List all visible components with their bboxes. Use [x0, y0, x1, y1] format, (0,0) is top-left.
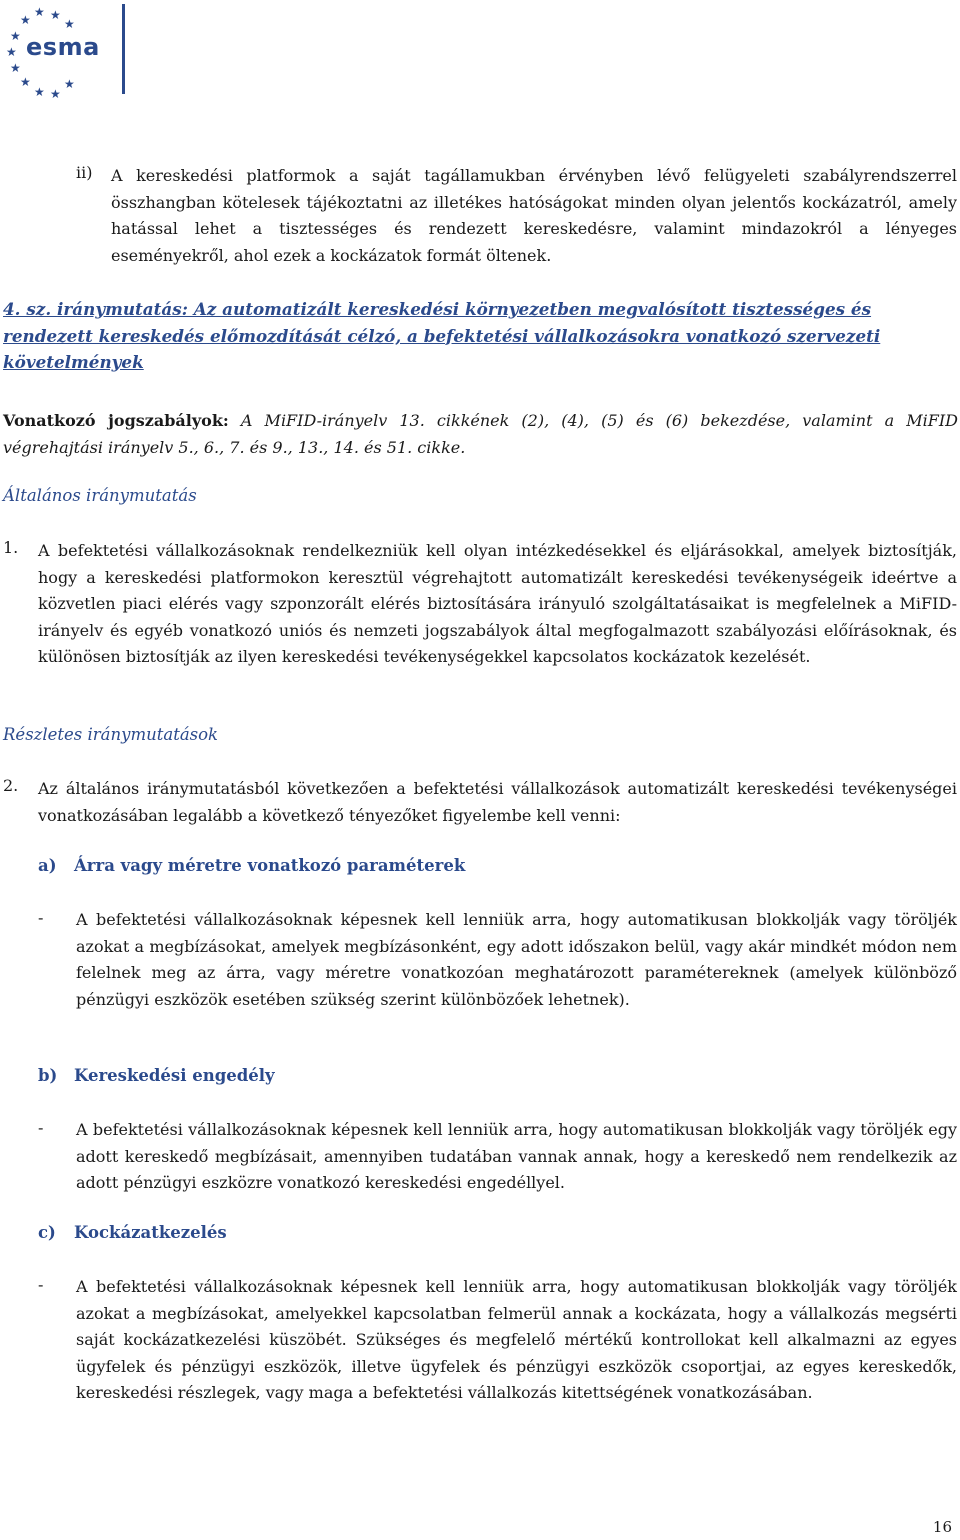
star-icon: ★ — [64, 17, 75, 31]
star-icon: ★ — [64, 77, 75, 91]
paragraph-ii: A kereskedési platformok a saját tagállamukban érvényben lévő felügyeleti szabályrendszerrel összhangban kötelesek tájékoztatni az illetékes hatóságokat minden olyan jelentős kockázatról, amely hatással lehet a tisztességes és rendezett kereskedésre, valamint mindazokról a lényeges eseményekről, ahol ezek a kockázatok formát öltenek. — [111, 166, 957, 265]
paragraph-marker: 1. — [3, 538, 19, 557]
section-a-heading — [38, 856, 465, 875]
section-title: Kereskedési engedély — [74, 1066, 275, 1085]
logo-divider — [122, 4, 125, 94]
star-icon: ★ — [50, 8, 61, 22]
esma-logo — [0, 0, 140, 100]
star-icon: ★ — [50, 87, 61, 101]
section-label: c) — [38, 1223, 56, 1242]
relevant-label: Vonatkozó jogszabályok: — [3, 411, 229, 430]
section-title: Árra vagy méretre vonatkozó paraméterek — [74, 856, 466, 875]
bullet-dash: - — [38, 1118, 44, 1137]
bullet-dash: - — [38, 1275, 44, 1294]
relevant-text: A MiFID-irányelv 13. cikkének (2), (4), (5) és (6) bekezdése, valamint a MiFID végrehajtási irányelv 5., 6., 7. és 9., 13., 14. és 51. cikke. — [3, 411, 958, 457]
section-c-heading — [38, 1223, 227, 1242]
star-icon: ★ — [20, 13, 31, 27]
star-icon: ★ — [10, 61, 21, 75]
star-icon: ★ — [34, 85, 45, 99]
page-number: 16 — [932, 1518, 952, 1536]
star-icon: ★ — [6, 45, 17, 59]
detailed-guidance-heading: Részletes iránymutatások — [3, 725, 219, 744]
section-b-text: A befektetési vállalkozásoknak képesnek kell lenniük arra, hogy automatikusan blokkolják vagy töröljék egy adott kereskedő megbízásait, amennyiben tudatában vannak annak, hogy a kereskedő nem rendelkezik az adott pénzügyi eszközre vonatkozó kereskedési engedéllyel. — [76, 1120, 957, 1192]
paragraph-marker: 2. — [3, 776, 19, 795]
section-title: Kockázatkezelés — [74, 1223, 227, 1242]
star-icon: ★ — [20, 75, 31, 89]
section-a-text: A befektetési vállalkozásoknak képesnek kell lenniük arra, hogy automatikusan blokkolják vagy töröljék azokat a megbízásokat, amelyek megbízásonként, egy adott időszakon belül, vagy akár mindkét módon nem felelnek meg az árra, vagy méretre vonatkozóan meghatározott paramétereknek (amelyek különböző pénzügyi eszközök esetében szükség szerint különbözőek lehetnek). — [76, 910, 957, 1009]
relevant-legislation — [3, 407, 958, 461]
paragraph-1: A befektetési vállalkozásoknak rendelkezniük kell olyan intézkedésekkel és eljárásokkal, amelyek biztosítják, hogy a kereskedési platformokon keresztül végrehajtott automatizált kereskedési tevékenységeik ideértve a közvetlen piaci elérés vagy szponzorált elérés biztosítására irányuló szolgáltatásaikat is megfelelnek a MiFID-irányelv és egyéb vonatkozó uniós és nemzeti jogszabályok által megfogalmazott szabályozási előírásoknak, és különösen biztosítják az ilyen kereskedési tevékenységekkel kapcsolatos kockázatok kezelését. — [38, 541, 957, 666]
bullet-dash: - — [38, 908, 44, 927]
star-icon: ★ — [34, 5, 45, 19]
section-b-heading — [38, 1066, 275, 1085]
general-guidance-heading: Általános iránymutatás — [3, 486, 197, 505]
section-label: b) — [38, 1066, 58, 1085]
guideline-heading: 4. sz. iránymutatás: Az automatizált kereskedési környezetben megvalósított tisztességes és rendezett kereskedés előmozdítását célzó, a befektetési vállalkozásokra vonatkozó szervezeti követelmények — [3, 299, 881, 372]
paragraph-marker: ii) — [76, 163, 93, 182]
logo-text: esma — [26, 33, 100, 61]
section-c-text: A befektetési vállalkozásoknak képesnek kell lenniük arra, hogy automatikusan blokkolják vagy töröljék azokat a megbízásokat, amelyekkel kapcsolatban felmerül annak a kockázata, hogy a vállalkozás megsérti saját kockázatkezelési küszöbét. Szükséges és megfelelő mértékű kontrollokat kell alkalmazni az egyes ügyfelek és pénzügyi eszközök, illetve ügyfelek és pénzügyi eszközök csoportjai, az egyes kereskedők, kereskedési részlegek, vagy maga a befektetési vállalkozás kitettségének vonatkozásában. — [76, 1277, 957, 1402]
paragraph-2: Az általános iránymutatásból következően a befektetési vállalkozások automatizált kereskedési tevékenységei vonatkozásában legalább a következő tényezőket figyelembe kell venni: — [38, 779, 957, 825]
star-icon: ★ — [10, 29, 21, 43]
section-label: a) — [38, 856, 57, 875]
